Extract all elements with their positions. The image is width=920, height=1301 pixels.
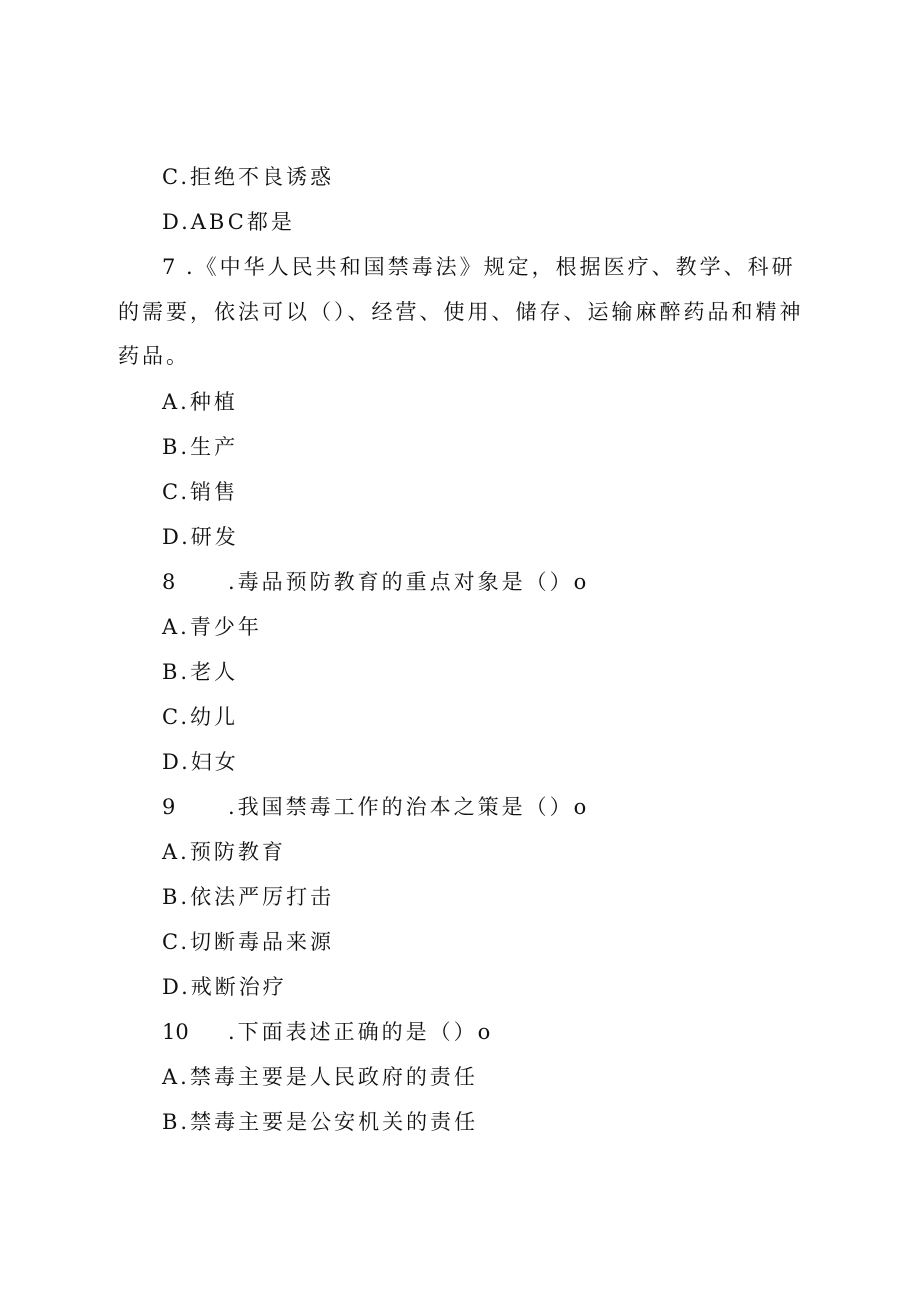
q9-option-d: D.戒断治疗: [162, 975, 287, 999]
q7-text-line3: 药品。: [118, 344, 190, 368]
q9-text: .我国禁毒工作的治本之策是（）o: [228, 795, 590, 819]
q7-option-c: C.销售: [162, 480, 238, 504]
q10-text: .下面表述正确的是（）o: [228, 1020, 494, 1044]
q7-option-b: B.生产: [162, 435, 239, 459]
q8-option-a: A.青少年: [162, 615, 262, 639]
q9-option-a: A.预防教育: [162, 840, 286, 864]
q8-option-c: C.幼儿: [162, 705, 238, 729]
q7-option-d: D.研发: [162, 525, 239, 549]
q6-option-d: D.ABC都是: [162, 210, 295, 234]
q8-number: 8: [162, 570, 176, 594]
q10-option-a: A.禁毒主要是人民政府的责任: [162, 1065, 478, 1089]
q10-option-b: B.禁毒主要是公安机关的责任: [162, 1110, 479, 1134]
q7-text-line2: 的需要，依法可以（）、经营、使用、储存、运输麻醉药品和精神: [118, 300, 804, 324]
q9-option-b: B.依法严厉打击: [162, 885, 335, 909]
q6-option-c: C.拒绝不良诱惑: [162, 165, 334, 189]
q8-option-d: D.妇女: [162, 750, 239, 774]
q7-number: 7: [162, 255, 176, 279]
q7-text-line1: .《中华人民共和国禁毒法》规定，根据医疗、教学、科研: [186, 255, 796, 279]
q9-option-c: C.切断毒品来源: [162, 930, 334, 954]
q8-text: .毒品预防教育的重点对象是（）o: [228, 570, 590, 594]
q9-number: 9: [162, 795, 176, 819]
q8-option-b: B.老人: [162, 660, 239, 684]
q10-number: 10: [162, 1020, 189, 1044]
q7-option-a: A.种植: [162, 390, 238, 414]
